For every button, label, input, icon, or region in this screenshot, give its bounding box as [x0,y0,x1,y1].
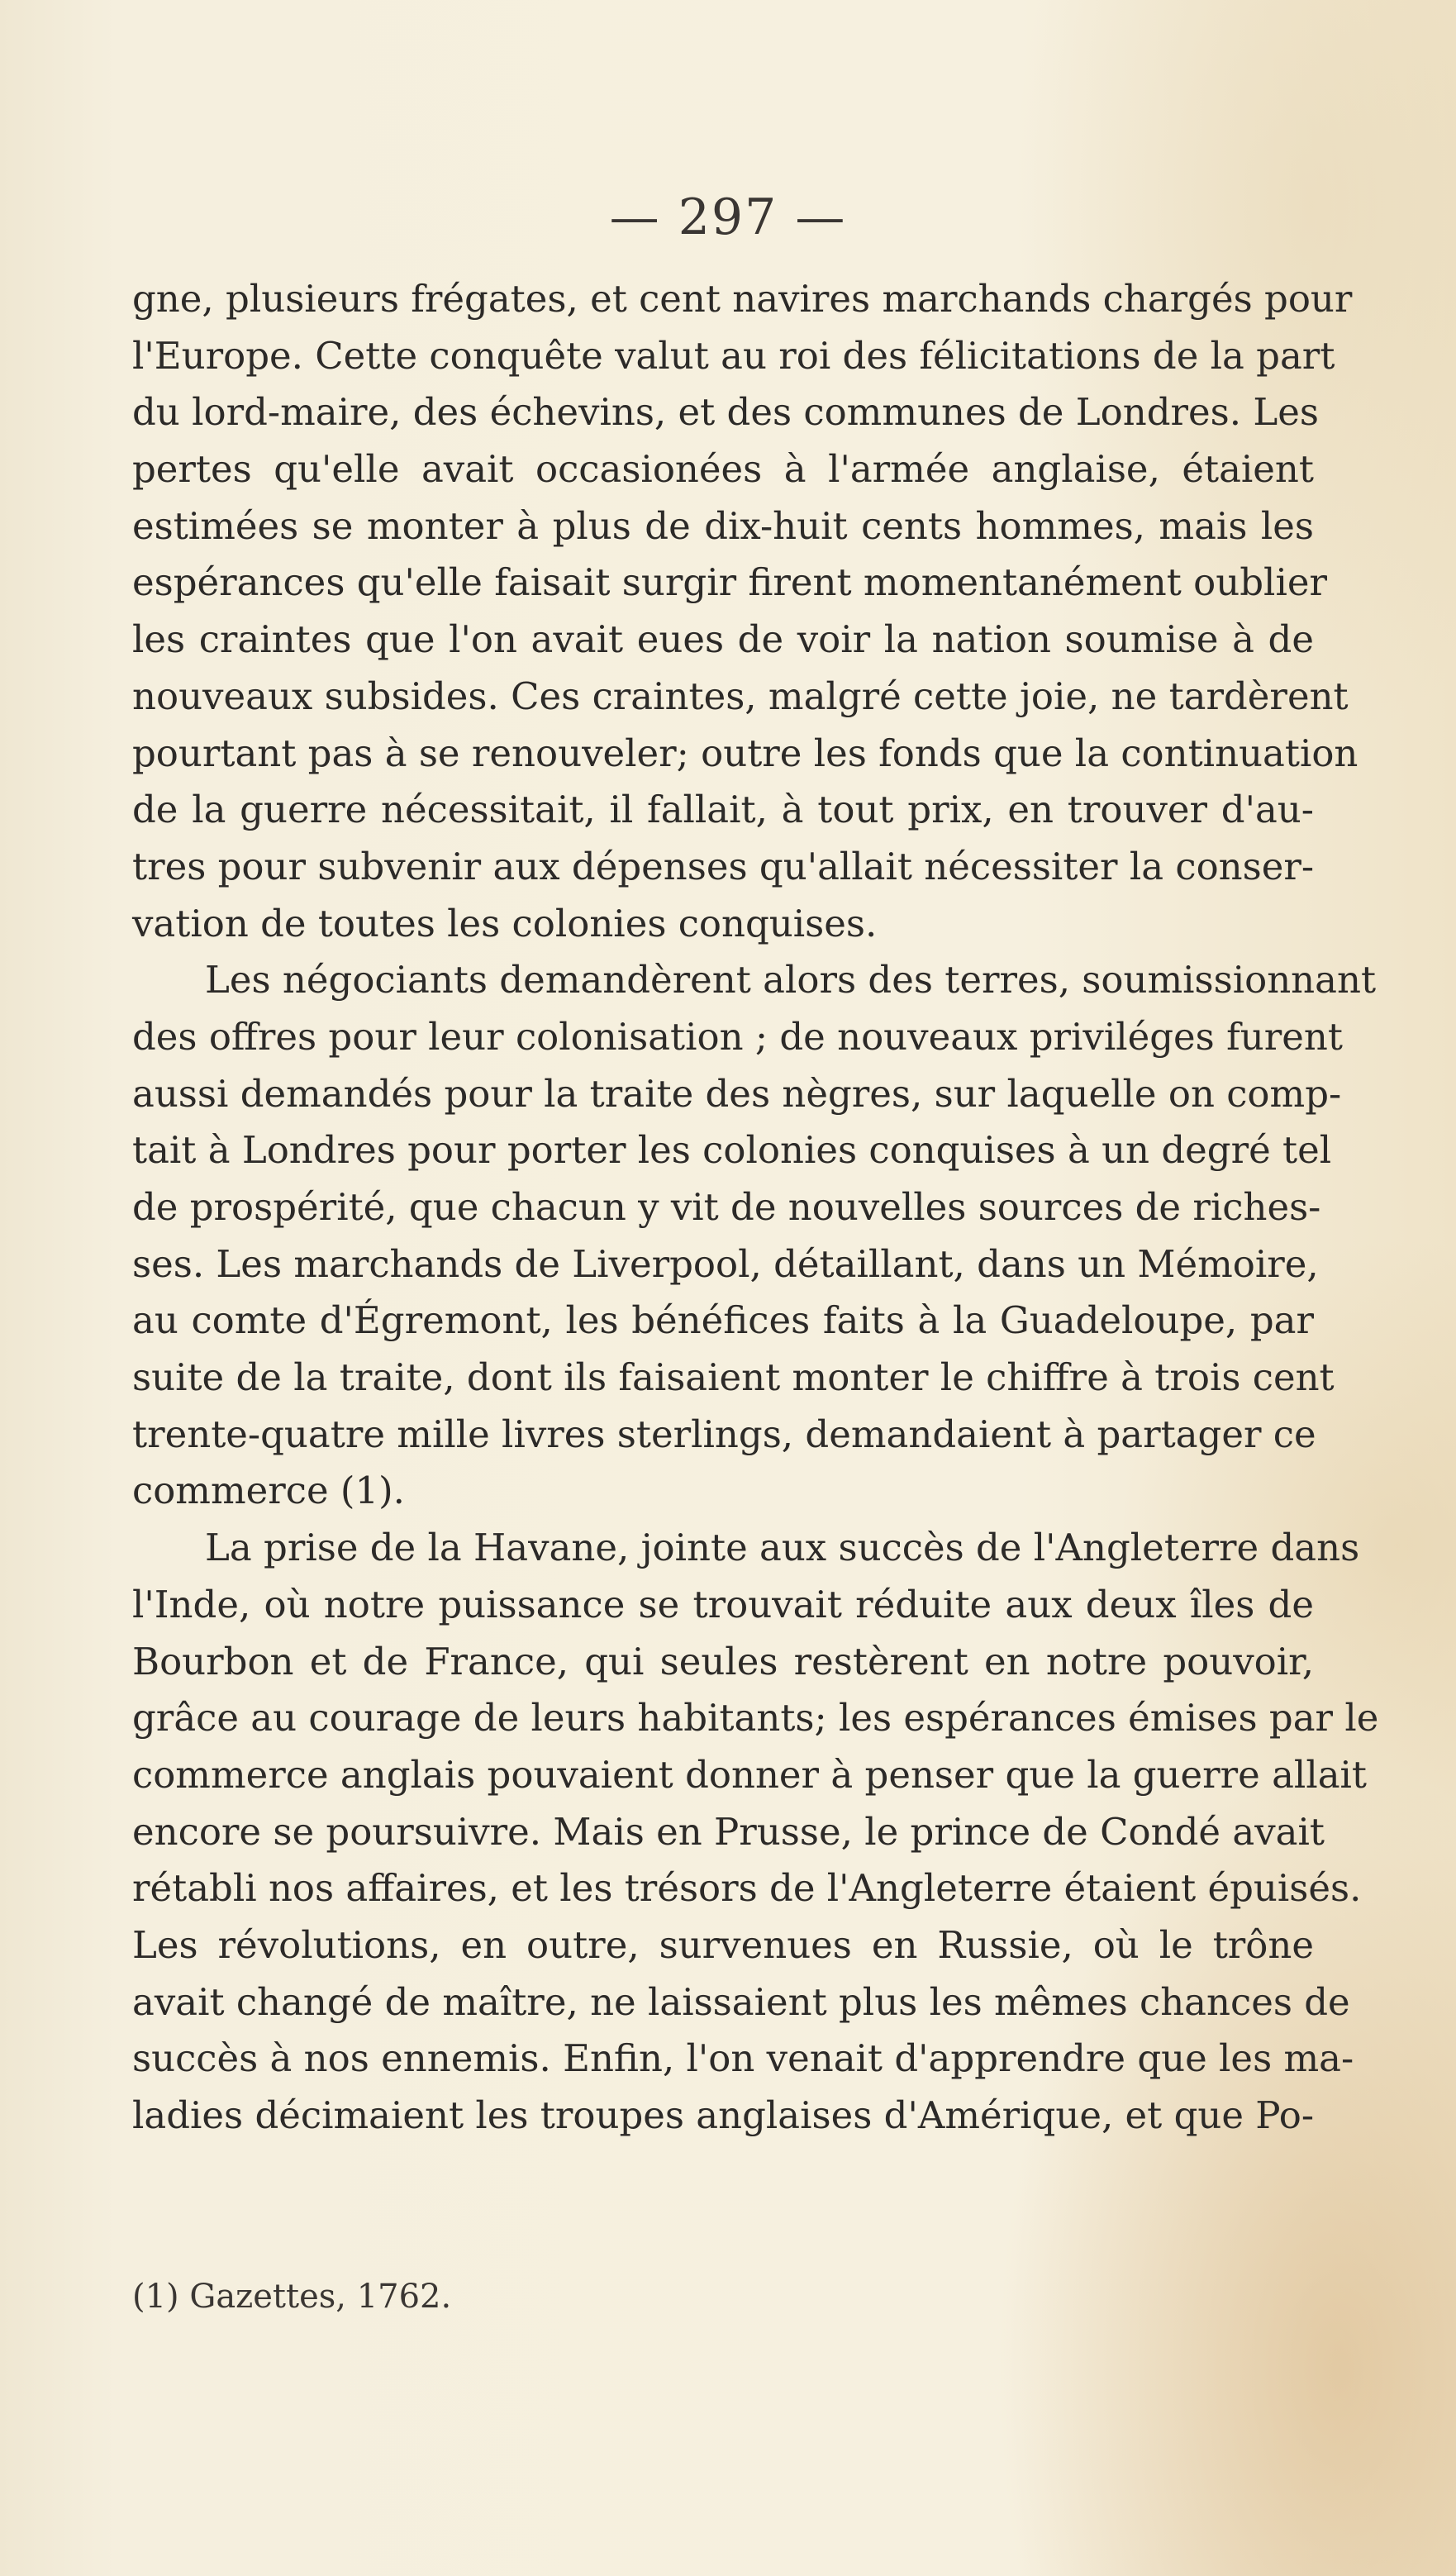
text-line: pertes qu'elle avait occasionées à l'armée anglaise, étaient [132,447,1314,492]
text-line: espérances qu'elle faisait surgir firent momentanément oublier [132,560,1327,605]
text-line: pourtant pas à se renouveler; outre les fonds que la continuation [132,731,1358,775]
text-line: Les révolutions, en outre, survenues en Russie, où le trône [132,1922,1314,1967]
text-line: tres pour subvenir aux dépenses qu'allait nécessiter la conser- [132,844,1315,888]
text-line: l'Europe. Cette conquête valut au roi des félicitations de la part [132,333,1335,378]
text-line: trente-quatre mille livres sterlings, demandaient à partager ce [132,1412,1316,1456]
text-line: gne, plusieurs frégates, et cent navires marchands chargés pour [132,277,1353,321]
text-line: encore se poursuivre. Mais en Prusse, le prince de Condé avait [132,1809,1325,1854]
text-line: l'Inde, où notre puissance se trouvait réduite aux deux îles de [132,1582,1314,1626]
text-line: Les négociants demandèrent alors des terres, soumissionnant [205,958,1377,1002]
footnote: (1) Gazettes, 1762. [132,2278,452,2316]
text-line: commerce (1). [132,1469,405,1513]
text-line: succès à nos ennemis. Enfin, l'on venait d'apprendre que les ma- [132,2036,1354,2081]
text-line: du lord-maire, des échevins, et des communes de Londres. Les [132,390,1319,435]
text-line: avait changé de maître, ne laissaient plus les mêmes chances de [132,1979,1350,2024]
text-line: ladies décimaient les troupes anglaises d'Amérique, et que Po- [132,2093,1315,2137]
page-number: — 297 — [609,188,847,246]
text-line: des offres pour leur colonisation ; de nouveaux priviléges furent [132,1014,1343,1059]
text-line: de la guerre nécessitait, il fallait, à tout prix, en trouver d'au- [132,788,1314,832]
text-line: ses. Les marchands de Liverpool, détaillant, dans un Mémoire, [132,1241,1319,1286]
text-line: Bourbon et de France, qui seules restèrent en notre pouvoir, [132,1639,1314,1683]
text-line: estimées se monter à plus de dix-huit cents hommes, mais les [132,503,1314,548]
text-line: grâce au courage de leurs habitants; les espérances émises par le [132,1696,1379,1740]
text-line: rétabli nos affaires, et les trésors de l'Angleterre étaient épuisés. [132,1866,1362,1911]
text-line: La prise de la Havane, jointe aux succès de l'Angleterre dans [205,1526,1360,1570]
text-line: de prospérité, que chacun y vit de nouvelles sources de riches- [132,1185,1321,1229]
text-line: commerce anglais pouvaient donner à penser que la guerre allait [132,1752,1368,1797]
body-text [132,271,1379,2145]
text-line: les craintes que l'on avait eues de voir la nation soumise à de [132,617,1314,662]
text-line: suite de la traite, dont ils faisaient monter le chiffre à trois cent [132,1355,1335,1400]
text-line: au comte d'Égremont, les bénéfices faits à la Guadeloupe, par [132,1298,1314,1343]
text-line: tait à Londres pour porter les colonies conquises à un degré tel [132,1128,1332,1173]
text-line: nouveaux subsides. Ces craintes, malgré cette joie, ne tardèrent [132,674,1349,718]
text-line: aussi demandés pour la traite des nègres, sur laquelle on comp- [132,1071,1342,1116]
text-line: vation de toutes les colonies conquises. [132,901,878,945]
